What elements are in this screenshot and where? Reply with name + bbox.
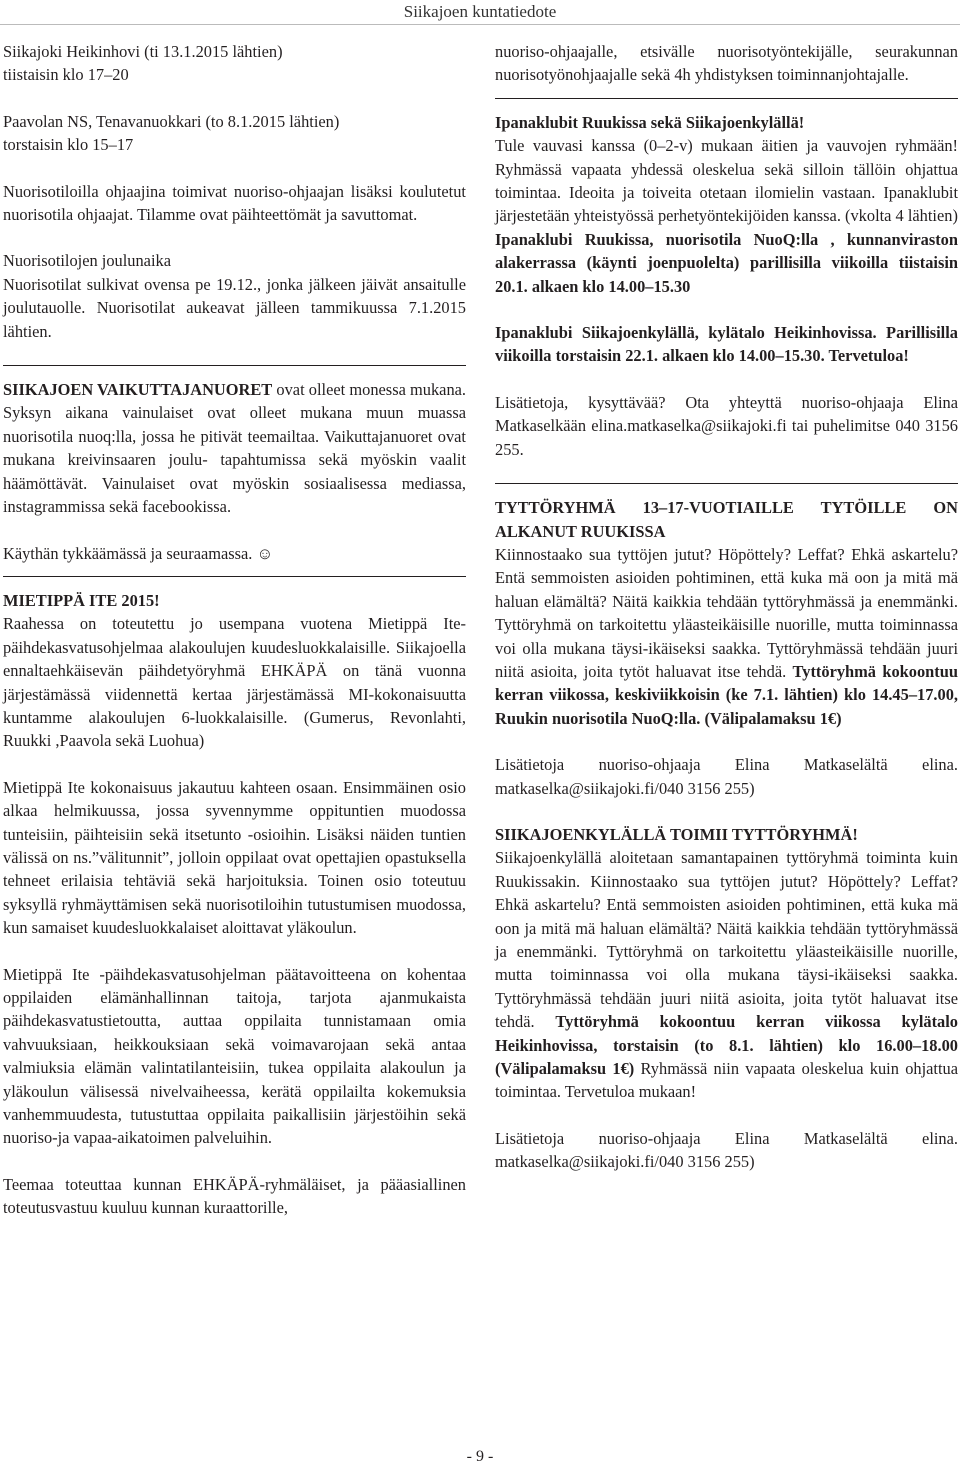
tytto-schedule: Tyttöryhmä kokoontuu kerran viikossa, keskiviikkoisin (ke 7.1. lähtien) klo 14.45–17.00, Ruukin nuorisotila NuoQ:lla. (Välipalamaksu 1€) (495, 661, 958, 728)
mietippa-paragraph-4: Teemaa toteuttaa kunnan EHKÄPÄ-ryhmäläiset, ja pääasiallinen toteutusvastuu kuuluu kunnan kuraattorille, (3, 1174, 466, 1218)
heikinhovi-line-2: tiistaisin klo 17–20 (3, 65, 129, 85)
heikinhovi-line-1: Siikajoki Heikinhovi (ti 13.1.2015 lähtien) (3, 42, 283, 61)
ipana-info: Lisätietoja, kysyttävää? Ota yhteyttä nuoriso-ohjaaja Elina Matkaselkään elina.matkaselka@siikajoki.fi tai puhelimitse 040 3156 255. (495, 392, 958, 459)
kaythan-line: Käythän tykkäämässä ja seuraamassa. ☺ (3, 543, 274, 563)
section-divider (3, 576, 466, 577)
header-rule (0, 24, 960, 25)
ipana-ruukki: Ipanaklubi Ruukissa, nuorisotila NuoQ:lla , kunnanviraston alakerrassa (käynti joenpuolelta) parillisilla viikoilla tiistaisin 20.1. alkaen klo 14.00–15.30 (495, 229, 958, 296)
mietippa-heading: MIETIPPÄ ITE 2015! (3, 590, 160, 610)
right-column (495, 40, 958, 1174)
tytto-paragraph: Kiinnostaako sua tyttöjen jutut? Höpöttely? Leffat? Ehkä askartelu? Entä semmoisten asioiden pohtiminen, että kuka mä oon ja mitä mä haluan elämältä? Näitä kaikkia tehdään tyttöryhmässä ja enemmänki. Tyttöryhmä on tarkoitettu yläasteikäisille nuorille, mutta toiminnassa voi olla mukana täysi-ikäiseksi saakka. Tyttöryhmässä tehdään juuri niitä asioita, joita tytöt haluavat itse tehdä. Tyttöryhmä kokoontuu kerran viikossa, keskiviikkoisin (ke 7.1. lähtien) klo 14.45–17.00, Ruukin nuorisotila NuoQ:lla. (Välipalamaksu 1€) (495, 544, 958, 728)
left-column (3, 40, 466, 1220)
joulu-heading: Nuorisotilojen joulunaika (3, 251, 171, 271)
siika-info: Lisätietoja nuoriso-ohjaaja Elina Matkaselältä elina. matkaselka@siikajoki.fi/040 3156 255) (495, 1128, 958, 1172)
vaikuttaja-text: ovat olleet monessa mukana. Syksyn aikana vainulaiset ovat olleet mukana muun muassa nuorisotila nuoq:lla, jossa he pitivät teemailtaa. Vaikuttajanuoret ovat mukana kreivinsaaren joulu- tapahtumissa sekä myöskin vaalit häämöttävät. Vainulaiset ovat myöskin sosiaalisessa mediassa, instagrammissa sekä facebookissa. (3, 380, 467, 517)
paavola-line-2: torstaisin klo 15–17 (3, 135, 134, 155)
ipana-heading: Ipanaklubit Ruukissa sekä Siikajoenkylällä! (495, 112, 805, 132)
page-header: Siikajoen kuntatiedote (403, 2, 557, 21)
mietippa-paragraph-1: Raahessa on toteutettu jo usempana vuotena Mietippä Ite- päihdekasvatusohjelmaa alakoulujen kuudesluokkalaisille. Siikajoella ennaltaehkäisevän päihdetyöryhmä EHKÄPÄ on tänä vuonna järjestämässä viidennettä kertaa järjestämässä MI-kokonaisuutta kuntamme alakoulujen 6-luokkalaisille. (Gumerus, Revonlahti, Ruukki ,Paavola sekä Luohua) (3, 614, 466, 751)
section-divider (495, 483, 958, 484)
joulu-paragraph: Nuorisotilat sulkivat ovensa pe 19.12., jonka jälkeen jäivät ansaitulle joulutauolle. Nuorisotilat aukeavat jälleen tammikuussa 7.1.2015 lähtien. (3, 274, 466, 341)
vaikuttaja-heading: SIIKAJOEN VAIKUTTAJANUORET (3, 380, 273, 400)
section-divider (3, 365, 466, 366)
siika-heading: SIIKAJOENKYLÄLLÄ TOIMII TYTTÖRYHMÄ! (495, 824, 858, 844)
section-divider (495, 98, 958, 99)
ipana-siikajoki: Ipanaklubi Siikajoenkylällä, kylätalo Heikinhovissa. Parillisilla viikoilla torstaisin 22.1. alkaen klo 14.00–15.30. Tervetuloa! (495, 323, 958, 366)
vaikuttaja-paragraph (3, 378, 466, 518)
continuation-paragraph: nuoriso-ohjaajalle, etsivälle nuorisotyöntekijälle, seurakunnan nuorisotyönohjaajalle sekä 4h yhdistyksen toiminnanjohtajalle. (495, 42, 958, 85)
mietippa-paragraph-2: Mietippä Ite kokonaisuus jakautuu kahteen osaan. Ensimmäinen osio alkaa helmikuussa, jossa syvennymme oppituntien muodossa tunteisiin, päihteisiin sekä itsetunto -osioihin. Lisäksi näiden tuntien välissä on ns.”välitunnit”, jolloin oppilaat ovat opettajien opastuksella tehneet erilaisia tehtäviä sekä harjoituksia. Toinen osio toteutuu syksyllä ryhmäyttämisen sekä nuorisotiloihin tutustumisen muodossa, kun samaiset kuudesluokkalaiset aloittavat yläkoulun. (3, 777, 466, 938)
paavola-line-1: Paavolan NS, Tenavanuokkari (to 8.1.2015 lähtien) (3, 111, 340, 131)
staff-paragraph: Nuorisotiloilla ohjaajina toimivat nuoriso-ohjaajan lisäksi koulutetut nuorisotila ohjaajat. Tilamme ovat päihteettömät ja savuttomat. (3, 181, 466, 225)
tytto-info: Lisätietoja nuoriso-ohjaaja Elina Matkaselältä elina. matkaselka@siikajoki.fi/040 3156 255) (495, 755, 958, 798)
mietippa-paragraph-3: Mietippä Ite -päihdekasvatusohjelman päätavoitteena on kohentaa oppilaiden elämänhallinnan taitoja, tarjota ajanmukaista päihdekasvatustietoutta, auttaa oppilaita tunnistamaan omia vahvuuksiaan, heikkouksiaan sekä voimavarojaan sekä antaa valmiuksia elämän valintatilanteisiin, tukea oppilaita alakoulun ja yläkoulun välisessä nivelvaiheessa, kerätä oppilailta kokemuksia vanhemmuudesta, tutustuttaa oppilaita paikallisiin järjestöihin sekä nuoriso-ja vapaa-aikatoimen palveluihin. (3, 964, 466, 1148)
siika-paragraph: Siikajoenkylällä aloitetaan samantapainen tyttöryhmä toiminta kuin Ruukissakin. Kiinnostaako sua tyttöjen jutut? Höpöttely? Leffat? Ehkä askartelu? Entä semmoisten asioiden pohtiminen, että kuka mä oon ja mitä mä haluan elämältä? Näitä kaikkia tehdään tyttöryhmässä ja enemmänki. Tyttöryhmä on tarkoitettu yläasteikäisille nuorille, mutta toiminnassa voi olla mukana täysi-ikäiseksi saakka. Tyttöryhmässä tehdään juuri niitä asioita, joita tytöt haluavat itse tehdä. Tyttöryhmä kokoontuu kerran viikossa kylätalo Heikinhovissa, torstaisin (to 8.1. lähtien) klo 16.00–18.00 (Välipalamaksu 1€) Ryhmässä niin vapaata oleskelua kuin ohjattua toimintaa. Tervetuloa mukaan! (495, 848, 958, 1102)
tytto-heading: TYTTÖRYHMÄ 13–17-VUOTIAILLE TYTÖILLE ON ALKANUT RUUKISSA (495, 498, 958, 541)
siika-schedule: Tyttöryhmä kokoontuu kerran viikossa kylätalo Heikinhovissa, torstaisin (to 8.1. lähtien) klo 16.00–18.00 (Välipalamaksu 1€) (495, 1012, 958, 1079)
page-number: - 9 - (466, 1448, 494, 1465)
ipana-paragraph: Tule vauvasi kanssa (0–2-v) mukaan äitien ja vauvojen ryhmään! Ryhmässä vapaata yhdessä oleskelua sekä silloin tällöin ohjattua toimintaa. Ideoita ja toiveita otetaan ilomielin vastaan. Ipanaklubit järjestetään yhteistyössä perhetyöntekijöiden kanssa. (vkolta 4 lähtien) (495, 136, 958, 226)
